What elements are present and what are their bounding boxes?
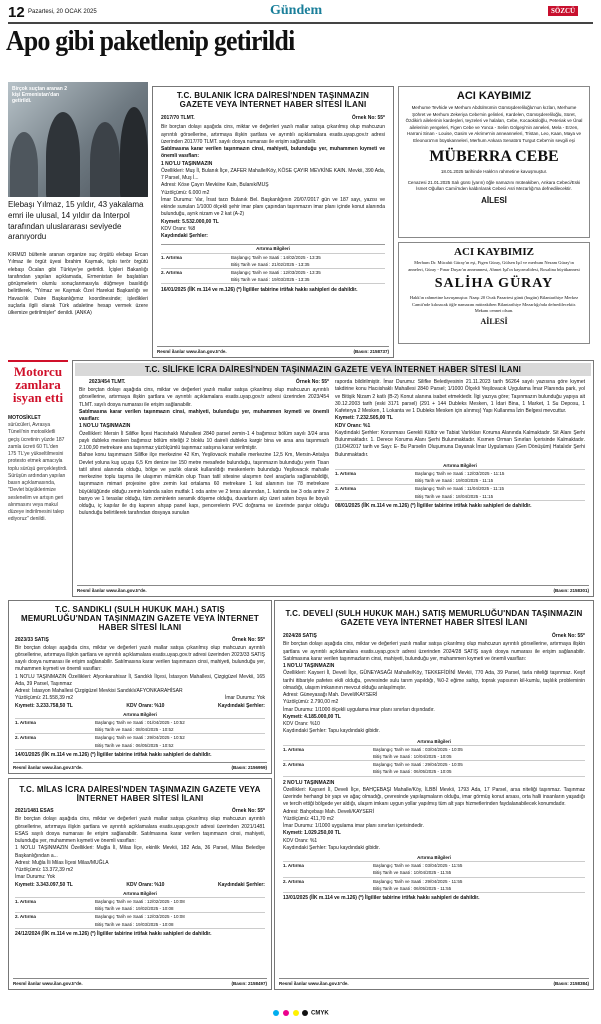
develi-title: T.C. DEVELİ (SULH HUKUK MAH.) SATIŞ MEMURLUĞU'NDAN TAŞINMAZIN GAZETE VEYA İNTERNET HABER SİTESİ İLANI — [285, 609, 583, 628]
table-row: 1. Artırma Başlangıç Tarih ve Saati : 12/03/2025 - 11:15 Bitiş Tarih ve Saati : 19/03/2025 - 11:15 — [335, 469, 585, 484]
bulanik-item: 1 NO'LU TAŞINMAZIN — [161, 160, 213, 167]
table-row: 2. Artırma Başlangıç Tarih ve Saati : 12/03/2025 - 13:35 Bitiş Tarih ve Saati : 19/03/2025 - 13:35 — [161, 268, 385, 284]
develi-ad-no: Örnek No: 55* — [551, 633, 585, 640]
silifke-features: Özellikleri: Mersin İl Silifke İlçesi Hacıishaklı Mahallesi 2840 parsel zemin-1 4 bağımsız bölüm sayılı 3/24 arsa paylı dubleks mesken bağımsız bölüm niteliği 2 bloklu 10 daireli dubleks kargir bina ve arsa ana taşınmazlı 2.100,90 metrekare ana taşınmaz yüzölçümlü taşınmaz satışına karar verilmiştir. — [79, 430, 329, 451]
sandikli-footer: Resmî ilanlar www.ilan.gov.tr'de. — [13, 765, 83, 770]
silifke-ad — [72, 360, 594, 597]
sandikli-area: Yüzölçümü: 21.558,39 m2 — [15, 695, 74, 702]
bulanik-kdv: KDV Oranı: %8 — [161, 225, 196, 232]
table-row: 2. Artırma Başlangıç Tarih ve Saati : 11/04/2025 - 11:15 Bitiş Tarih ve Saati : 18/04/2025 - 11:15 — [335, 484, 585, 500]
develi-ad — [274, 600, 594, 990]
bulanik-zoning: İmar Durumu: Var, İrsat tarzı Bulanık Bel. Başkanlığının 20/07/2017 gün ve 187 sayı, yazısı ve ekinde sunulan 1/1000 ölçekli şehir imar planı çapından taşınmazın imar planı içinde konut alanında bulunduğu, ayrık nizam ve 2 kat (A-2) — [161, 196, 385, 218]
table-row: 2. Artırma Başlangıç Tarih ve Saati : 12/03/2025 - 10:08 Bitiş Tarih ve Saati : 19/03/2025 - 10:08 — [15, 912, 265, 928]
section-title: Gündem — [270, 3, 323, 18]
sandikli-kdv: KDV Oranı: %10 — [126, 702, 165, 709]
obituary-2-family: AİLESİ — [480, 316, 508, 326]
header-rule — [8, 22, 593, 24]
develi-area-2: Yüzölçümü: 411,70 m2 — [283, 815, 334, 822]
develi-intro: Bir borçtan dolayı aşağıda cins, miktar ve değerleri yazılı mallar satışa çıkarılmış olup mahcuzun ayrıntılı görsellerine, artırmaya ilişkin şartlara ve ayrıntılı açıklamalara esatis.uyap.gov.tr adresi üzerinden 2024/28 SATIŞ sayılı dosya numarası ile erişim sağlanabilir. Satılmasına karar verilen taşınmazların cinsi, mahiyeti, bulunduğu yer, muhammen kıymeti ve önemli vasıfları: — [283, 641, 585, 662]
milas-auction-table: Artırma Bilgileri 1. Artırma Başlangıç Tarih ve Saati : 12/02/2025 - 10:08 Bitiş Tarih ve Saati : 19/02/2025 - 10:08 2. Artırma Başlangıç Tarih ve Saati : 12/03/2025 - 10:08 Bitiş Tarih ve Saati : 19/03/2025 - 10:08 — [15, 890, 265, 929]
obituary-2 — [398, 242, 590, 344]
silifke-basin: (Basın: 2158301) — [553, 588, 589, 593]
milas-closing: 24/12/2024 (İİK m.114 ve m.126) (*) İlgililer tabirine irtifak hakkı sahipleri de dahildir. — [15, 930, 212, 937]
page-date: Pazartesi, 20 OCAK 2025 — [28, 9, 97, 15]
silifke-closing: 08/01/2025 (İİK m.114 ve m.126) (*) İlgililer tabirine irtifak hakkı sahipleri de dahildir. — [335, 502, 532, 509]
develi-features-2: Özellikleri: Kayseri İl, Develi İlçe, BAHÇEBAŞI Mahalle/Köy, İLBBİ Mevkii, 1793 Ada, 17 Parsel, arsa niteliği taşınmaz. Taşınmaz üzerinde herhangi bir yapı ve ağaç olmadığı, çevresinde yapılaşmaların olduğu, imar görmüş konut arsası, orta halli insanların yaşadığı ve tercih ettiği bölgede yer aldığı, ulaşım imkanı uygun yollar yapılmış tüm alt yapı hizmetlerinden faydalanabilecek konumdadır. — [283, 786, 585, 808]
milas-file-no: 2021/1481 ESAS — [15, 808, 54, 815]
yellow-dot-icon — [293, 1010, 299, 1016]
obituary-2-title: ACI KAYBIMIZ — [454, 246, 534, 258]
obituary-1-passed: 18.01.2025 tarihinde Hakk'ın rahmetine kavuşmuştur. — [440, 169, 548, 175]
milas-ad-no: Örnek No: 55* — [231, 808, 265, 815]
bulanik-value: Kıymeti: 5.532.000,00 TL — [161, 218, 219, 225]
develi-file-no: 2024/28 SATIŞ — [283, 633, 317, 640]
motorcu-headline: Motorcu zamlara isyan etti — [12, 364, 64, 405]
silifke-value: Kıymeti: 7.232.505,00 TL — [335, 415, 393, 422]
develi-terms-1: Kaydındaki Şerhler: Tapu kaydındaki gibidir. — [283, 728, 380, 735]
sandikli-auction-table: Artırma Bilgileri 1. Artırma Başlangıç Tarih ve Saati : 01/04/2025 - 10:52 Bitiş Tarih ve Saati : 08/04/2025 - 10:52 2. Artırma Başlangıç Tarih ve Saati : 29/04/2025 - 10:52 Bitiş Tarih ve Saati : 06/05/2025 - 10:52 — [15, 711, 265, 750]
bulanik-address: Adresi: Köse Çayırı Mevkiine Kain, Bulanık/MUŞ — [161, 182, 269, 189]
table-row: 1. Artırma Başlangıç Tarih ve Saati : 12/02/2025 - 10:08 Bitiş Tarih ve Saati : 19/02/2025 - 10:08 — [15, 897, 265, 912]
milas-basin: (Basın: 2158497) — [231, 981, 267, 986]
milas-terms: Kaydındaki Şerhler: — [218, 881, 265, 888]
bulanik-file-no: 2017/70 TLMT. — [161, 115, 195, 122]
bulanik-intro: Bir borçtan dolayı aşağıda cins, miktar ve değerleri yazılı mallar satışa çıkarılmış olup mahcuzun ayrıntılı görsellerine, artırmaya ilişkin şartlara ve ayrıntılı açıklamalara esatis.uyap.gov.tr adresi üzerinden 2017/70 TLMT. sayılı dosya numarası ile erişim sağlanabilir. — [161, 124, 385, 145]
milas-ad — [8, 778, 272, 990]
obituary-2-details: Hakk'ın rahmetine kavuşmuştur. Naaşı 20 Ocak Pazartesi günü (bugün) Bilantarihiye Merkez Camii'nde kılınacak öğle namazını müteakiben Bilantarihiye Mezarlığı'nda defnedilecektir. Mekanı cennet olsun. — [409, 295, 579, 314]
bulanik-basin: (Basın: 2158737) — [353, 349, 389, 354]
obituary-2-intro: Merhum Dr. Mücahit Güray'ın eşi, Figen Güray, Gülsen Işıl ve merhum Nezam Güray'ın anneleri, Güray - Pınar Duyar'ın anneannesi, Ahmet Işıl'ın kayınvalidesi, Rosalina büyükannesi — [408, 260, 580, 272]
silifke-col2: raporda bildirilmiştir. İmar Durumu: Silifke Belediyesinin 21.11.2023 tarih 56264 sayılı yazısına göre kıymet takdirine konu Hacıishaklı Mahallesi 2840 Parsel; 1/1000 Ölçekli Yeşilovacık Uygulama İmar Planında park, yol ve Bitişik Nizam 2 katlı (B-2) Konut alanına isabet etmektedir. İlgi yazıya göre; Taşınmazın bulunduğu yapıya ait 30.12.2003 tarih (eski 3171 parsel) (291 + 144 Dubleks Mesken, 1 İdari Bina, 1 Market, 1 Su Deposu, 1 Kafeterya 2 Mesken, 1 Lokanta ve 1 Dubleks Mesken için alınmış) Yapı Kullanma İzin Belgesi mevcuttur. — [335, 379, 585, 414]
develi-value-1: Kıymeti: 4.185.000,00 TL — [283, 713, 341, 720]
bulanik-features: Özellikleri: Muş İl, Bulanık İlçe, ZAFER Mahalle/Köy, KÖSE ÇAYIR MEVKİNE KAIN. Mevkii, 390 Ada, 7 Parsel, Muş İ... — [161, 167, 385, 182]
obituary-1 — [398, 86, 590, 238]
obituary-1-funeral: Cenazesi 21.01.2025 Salı günü (yarın) öğle namazını müteakiben, Ankara Cebeci/Eski İsmet Oğulları Camii'nden kaldırılarak Cebeci Asri Mezarlığı'na defnedilecektir. — [407, 179, 581, 192]
page-header — [0, 0, 601, 22]
obituary-1-name: MÜBERRA CEBE — [429, 148, 559, 166]
silifke-ad-no: Örnek No: 55* — [295, 379, 329, 385]
silifke-footer: Resmî ilanlar www.ilan.gov.tr'de. — [77, 588, 147, 593]
develi-closing: 13/01/2025 (İİK m.114 ve m.126) (*) İlgililer tabirine irtifak hakkı sahipleri de dahildir. — [283, 895, 480, 901]
table-row: 1. Artırma Başlangıç Tarih ve Saati : 01/04/2025 - 10:52 Bitiş Tarih ve Saati : 08/04/2025 - 10:52 — [15, 718, 265, 733]
develi-auction-table-1: Artırma Bilgileri 1. Artırma Başlangıç Tarih ve Saati : 03/04/2025 - 10:05 Bitiş Tarih ve Saati : 10/04/2025 - 10:05 2. Artırma Başlangıç Tarih ve Saati : 29/04/2025 - 10:05 Bitiş Tarih ve Saati : 06/05/2025 - 10:05 — [283, 738, 585, 777]
page-number: 12 — [8, 4, 25, 21]
table-row: 2. Artırma Başlangıç Tarih ve Saati : 29/04/2025 - 10:52 Bitiş Tarih ve Saati : 06/05/2025 - 10:52 — [15, 733, 265, 749]
cyan-dot-icon — [273, 1010, 279, 1016]
bulanik-title: T.C. BULANIK İCRA DAİRESİ'NDEN TAŞINMAZIN GAZETE VEYA İNTERNET HABER SİTESİ İLANI — [176, 91, 370, 110]
bulanik-closing: 16/01/2025 (İİK m.114 ve m.126) (*) İlgililer tabirine irtifak hakkı sahipleri de dahildir. — [161, 287, 358, 294]
milas-address: Adresi: Muğla İli Milas İlçesi Milas/MUĞLA — [15, 859, 109, 866]
milas-value: Kıymeti: 3.343.097,50 TL — [15, 881, 73, 888]
bulanik-footer: Resmî ilanlar www.ilan.gov.tr'de. — [157, 349, 227, 354]
sandikli-item: 1 NO'LU TAŞINMAZIN Özellikleri: Afyonkarahisar İl, Sandıklı İlçesi, İstasyon Mahallesi, Çizgigüzel Mevkii, 165 Ada, 39 Parsel, Taşınmaz — [15, 673, 265, 687]
develi-kdv-2: KDV Oranı: %1 — [283, 837, 318, 844]
motorcu-body: sürücüleri, Avrasya Tüneli'nin motosikletli geçiş ücretinin yüzde 187 zamla ücreti 60 TL'den 175 TL'ye yükseltilmesini protesto etmek amacıyla toplu sürüşü gerçekleştirdi. Sürüşün ardından yapılan basın açıklamasında, "Devlet büyüklerimize seslenelim ve artışın geri alınmasını veya makul düzeye indirilmesini talep ediyoruz" denildi. — [8, 422, 68, 523]
bulanik-terms: Kaydındaki Şerhler: — [161, 233, 208, 240]
silifke-file-no: 2023/454 TLMT. — [89, 379, 126, 385]
develi-terms-2: Kaydındaki Şerhler: Tapu kaydındaki gibidir. — [283, 844, 380, 851]
photo-caption: Birçok suçtan aranan 2 kişi Ermenistan'dan getirildi. — [12, 86, 68, 104]
lead-text: Elebaşı Yılmaz, 15 yıldır, 43 yakalama emri ile ulusal, 14 yıldır da Interpol tarafından uluslararası seviyede aranıyordu — [8, 200, 144, 242]
milas-item: 1 NO'LU TAŞINMAZIN Özellikleri: Muğla İl, Milas İlçe, ekinlik Mevkii, 182 Ada, 36 Parsel, Milas Belediye Başkanlığından a... — [15, 845, 265, 859]
sandikli-file-no: 2023/33 SATIŞ — [15, 636, 49, 643]
silifke-intro: Bir borçtan dolayı aşağıda cins, miktar ve değerleri yazılı mallar satışa çıkarılmış olup mahcuzun ayrıntılı görsellerine, artırmaya ilişkin şartlara ve ayrıntılı açıklamalara esatis.uyap.gov.tr adresi üzerinden 2023/454 TLMT. sayılı dosya numarası ile erişim sağlanabilir. — [79, 387, 329, 408]
black-dot-icon — [302, 1010, 308, 1016]
milas-zoning: İmar Durumu: Yok — [15, 874, 56, 881]
bulanik-auction-header: Artırma Bilgileri — [256, 246, 290, 252]
print-registration-mark — [0, 1010, 601, 1017]
sandikli-value: Kıymeti: 3.233.758,50 TL — [15, 702, 73, 709]
develi-basin: (Basın: 2158384) — [553, 981, 589, 986]
sandikli-address: Adresi: İstasyon Mahallesi Çizgigüzel Mevkisi Sandıklı/AFYONKARAHİSAR — [15, 688, 183, 695]
sandikli-title: T.C. SANDIKLI (SULH HUKUK MAH.) SATIŞ MEMURLUĞU'NDAN TAŞINMAZIN GAZETE VEYA İNTERNET HABER SİTESİ İLANI — [21, 605, 259, 633]
bulanik-lead: Satılmasına karar verilen taşınmazın cinsi, mahiyeti, bulunduğu yer, muhammen kıymeti ve önemli vasıfları: — [161, 146, 385, 160]
sandikli-ad — [8, 600, 272, 774]
silifke-terms: Kaydındaki Şerhler: Korunması Gerekli Kültür ve Tabiat Varlıkları Koruma Alanında Kalmaktadır. Sit Alanı Şerhi Bulunmaktadır. 1. Derece Koruma Alanı Şerhi Bulunmaktadır. Kısmen Orman Sınırları İçerisinde Kalmaktadır. (11/04/2017 tarih ve Sayı: E- Bu Parselin Oluşumuna Dayanak İmar Uygulaması (Gen Dönüşüm) Hatalıdır Şerhi Bulunmaktadır. — [335, 429, 585, 458]
develi-address-2: Adresi: Bahçebaşı Mah. Develi/KAYSERİ — [283, 808, 375, 815]
obituary-1-intro: Merhume Tevhide ve Merhum Abdülmümin Gümüşdereliloğlu'nun kızları, Merhume Şöhret ve Merhum Zekeriya Cebe'nin gelinleri, Kardelen, Gümüşdereliloğlu, Süret, Özdikirlı ailelerinin kardeşleri, teyzeleri ve halaları, Cebe, Kocaoküloğlu, Peteriak ve Ünal ailelerinin yengeleri, Figen Cebe ve Yonca - Selim Gölgeşi'nin anneleri, Mela - Erzen, Harrani Sinan - Louise, Gasim ve Akrime'nin anneanneleri, Tristan, Leo, Kaan, Maya ve Eleonora'nın büyükanneleri, Merhum Ankara Senatörü Turgut Cebe'nin sevgili eşi — [405, 105, 583, 143]
milas-title: T.C. MİLAS İCRA DAİRESİ'NDEN TAŞINMAZIN GAZETE VEYA İNTERNET HABER SİTESİ İLANI — [19, 785, 261, 804]
develi-footer: Resmî ilanlar www.ilan.gov.tr'de. — [279, 981, 349, 986]
milas-area: Yüzölçümü: 13.372,39 m2 — [15, 867, 74, 874]
sandikli-ad-no: Örnek No: 55* — [231, 636, 265, 643]
obituary-1-family: AİLESİ — [481, 195, 507, 205]
sandikli-intro: Bir borçtan dolayı aşağıda cins, miktar ve değerleri yazılı mallar satışa çıkarılmış olup mahcuzun ayrıntılı görsellerine, artırmaya ilişkin şartlara ve ayrıntılı açıklamalara esatis.uyap.gov.tr adresi üzerinden 2023/33 SATIŞ sayılı dosya numarası ile erişim sağlanabilir. Satılmasına karar verilen taşınmazın cinsi, mahiyeti, bulunduğu yer, muhammen kıymeti ve önemli vasıfları: — [15, 644, 265, 673]
sandikli-zoning: İmar Durumu: Yok — [224, 695, 265, 702]
develi-kdv-1: KDV Oranı: %10 — [283, 721, 320, 728]
article-body: KIRMIZI bültenle aranan organize suç örgütü elebaşı Ercan Yılmaz ile örgüt üyesi İbrahim Kaymak, tıpkı terör örgütü elebaşı Öcalan gibi Türkiye'ye getirildi. İçişleri Bakanlığı tarafından yapılan açıklamada, Ermenistan ile başlatılan görüşmelerin olumlu sonuçlanmasıyla düğmeye basıldığı belirtilerek, "Yılmaz ve Kaymak Özel Harekat Başkanlığı ve Havacılık Daire Başkanlığımız koordinesinde; işledikleri suçlarla ilgili olarak Türk adaletine hesap vermek üzere ülkemize getirilmişler" denildi. (ANKA) — [8, 252, 148, 316]
develi-item-1: 1 NO'LU TAŞINMAZIN — [283, 663, 335, 670]
develi-auction-table-2: Artırma Bilgileri 1. Artırma Başlangıç Tarih ve Saati : 03/04/2025 - 11:55 Bitiş Tarih ve Saati : 10/04/2025 - 11:55 2. Artırma Başlangıç Tarih ve Saati : 29/04/2025 - 11:55 Bitiş Tarih ve Saati : 06/05/2025 - 11:55 — [283, 854, 585, 893]
table-row: 1. Artırma Başlangıç Tarih ve Saati : 14/02/2025 - 13:35 Bitiş Tarih ve Saati : 21/02/2025 - 13:35 — [161, 253, 385, 268]
silifke-kdv: KDV Oranı: %1 — [335, 422, 371, 429]
table-row: 2. Artırma Başlangıç Tarih ve Saati : 29/04/2025 - 11:55 Bitiş Tarih ve Saati : 06/05/2025 - 11:55 — [283, 877, 585, 893]
sandikli-terms: Kaydındaki Şerhler: — [218, 702, 265, 709]
cmyk-label: CMYK — [311, 1010, 329, 1017]
bulanik-auction-table — [161, 244, 385, 284]
develi-zoning-1: İmar Durumu: 1/1000 ölçekli uygulama imar planı sınırları dışındadır. — [283, 706, 435, 713]
develi-address-1: Adresi: Güneyasağı Mah. Develi/KAYSERİ — [283, 692, 378, 699]
develi-features-1: Özellikleri: Kayseri İl, Develi İlçe, GÜNEYASAĞI Mahalle/Köy, TEKKEFİDİNİ Mevkii, 770 Ada, 39 Parsel, tarla niteliği taşınmaz. Keşif tarihi itibariyle pafetes ekili olduğu, çevresinde sulu tarım yapıldığı, %0-2 eğime sahip, toprak yapısının kil-kumlu, taşlılık probleminin olmadığı, ulaşım imkanının mevcut olduğu anlaşılmıştır. — [283, 670, 585, 691]
silifke-auction-table: Artırma Bilgileri 1. Artırma Başlangıç Tarih ve Saati : 12/03/2025 - 11:15 Bitiş Tarih ve Saati : 19/03/2025 - 11:15 2. Artırma Başlangıç Tarih ve Saati : 11/04/2025 - 11:15 Bitiş Tarih ve Saati : 18/04/2025 - 11:15 — [335, 462, 585, 501]
newspaper-logo: SÖZCÜ — [548, 6, 578, 16]
develi-item-2: 2 NO'LU TAŞINMAZIN — [283, 779, 335, 786]
obituary-1-title: ACI KAYBIMIZ — [456, 90, 532, 102]
table-row: 1. Artırma Başlangıç Tarih ve Saati : 03/04/2025 - 10:05 Bitiş Tarih ve Saati : 10/04/2025 - 10:05 — [283, 745, 585, 760]
bulanik-ad — [152, 86, 394, 358]
motorcu-kicker: MOTOSİKLET — [8, 415, 41, 421]
sandikli-basin: (Basın: 2156959) — [231, 765, 267, 770]
motorcu-rule — [8, 360, 68, 362]
develi-area-1: Yüzölçümü: 2.790,00 m2 — [283, 699, 339, 706]
bulanik-area: Yüzölçümü: 6.000 m2 — [161, 189, 210, 196]
main-headline: Apo gibi paketlenip getirildi — [6, 26, 295, 57]
bulanik-ad-no: Örnek No: 55* — [351, 115, 385, 122]
develi-zoning-2: İmar Durumu: 1/1000 uygulama imar planı sınırları içerisindedir. — [283, 823, 424, 830]
develi-value-2: Kıymeti: 1.029.250,00 TL — [283, 830, 341, 837]
milas-intro: Bir borçtan dolayı aşağıda cins, miktar ve değerleri yazılı mallar satışa çıkarılmış olup mahcuzun ayrıntılı görsellerine, artırmaya ilişkin şartlara ve ayrıntılı açıklamalara esatis.uyap.gov.tr adresi üzerinden 2021/1481 ESAS sayılı dosya numarası ile erişim sağlanabilir. Satılmasına karar verilen taşınmazın cinsi, mahiyeti, bulunduğu yer, muhammen kıymeti ve önemli vasıfları: — [15, 816, 265, 845]
silifke-lead: Satılmasına karar verilen taşınmazın cinsi, mahiyeti, bulunduğu yer, muhammen kıymeti ve önemli vasıfları: — [79, 408, 329, 422]
sandikli-closing: 14/01/2025 (İİK m.114 ve m.126) (*) İlgililer tabirine irtifak hakkı sahipleri de dahildir. — [15, 751, 212, 758]
milas-footer: Resmî ilanlar www.ilan.gov.tr'de. — [13, 981, 83, 986]
silifke-title: T.C. SİLİFKE İCRA DAİRESİ'NDEN TAŞINMAZIN GAZETE VEYA İNTERNET HABER SİTESİ İLANI — [75, 363, 591, 376]
silifke-col1: Bahse konu taşınmazın Silifke ilçe merkezine 42 Km, Yeşilovacık mahalle merkezine 12,5 Km, Mersin-Antalya Devlet yoluna kuş uçuşu 6,5 Km denize ise 150 metre mesafede bulunduğu, taşınmazın bulunduğu yerin Tisan tatil sitesi alanında olduğu, bölge ve yazlık olarak kullanıldığı meskenlerin bulunduğu Yeşilovacık mahalle merkezine toplu taşıma ile ulaşımın mümkün olup Tisan tatil sitesine ulaşımın özel araçlarla sağlanabildiği, taşınmazın mimari projesine göre zemin kat ortalama 60 metrekare 1 kat alanının ise 78 metrekare büyüklüğünde olduğu zemin katında salon mutfak 1 oda antre ve 2 teras alanından, 1. katında ise 3 oda antre 2 banyo ve 1 teraslar olduğu, tüm zeminlerin seramik döşeme olduğu, duvarların alçı üzeri saten boya ile boyalı olduğu, iç kapılar ile dış kapının ahşap panel kapı, pencerelerin PVC doğrama ve üzerinde panjur olduğu bulunduğu belirtilerek tarafından dosyaya sunulan — [79, 452, 329, 517]
magenta-dot-icon — [283, 1010, 289, 1016]
obituary-2-name: SALİHA GÜRAY — [434, 276, 554, 292]
table-row: 1. Artırma Başlangıç Tarih ve Saati : 03/04/2025 - 11:55 Bitiş Tarih ve Saati : 10/04/2025 - 11:55 — [283, 861, 585, 876]
milas-kdv: KDV Oranı: %10 — [126, 881, 165, 888]
silifke-item: 1 NO'LU TAŞINMAZIN — [79, 423, 131, 430]
table-row: 2. Artırma Başlangıç Tarih ve Saati : 29/04/2025 - 10:05 Bitiş Tarih ve Saati : 06/05/2025 - 10:05 — [283, 760, 585, 776]
